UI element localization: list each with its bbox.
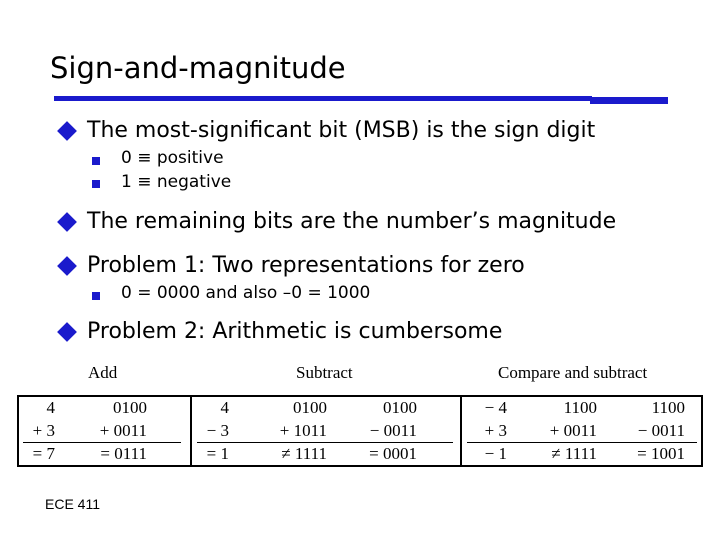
table-cell: + 3: [484, 421, 507, 440]
bullet-diamond-icon: [57, 256, 77, 276]
arithmetic-table: [17, 395, 703, 467]
sub-bullet-text: 1 ≡ negative: [121, 172, 232, 192]
bullet-text: The most-significant bit (MSB) is the sign digit: [87, 118, 596, 143]
table-cell: − 0011: [637, 421, 685, 440]
table-cell: − 1: [484, 444, 507, 463]
table-cell: = 1001: [637, 444, 685, 463]
table-cell: + 3: [32, 421, 55, 440]
title-rule: [54, 96, 592, 101]
bullet-text: Problem 1: Two representations for zero: [87, 253, 525, 278]
title-rule-end: [590, 97, 668, 104]
sub-bullet-square-icon: [92, 292, 100, 300]
bullet-diamond-icon: [57, 121, 77, 141]
bullet-diamond-icon: [57, 322, 77, 342]
table-cell: + 0011: [99, 421, 147, 440]
table-cell: 0100: [293, 398, 327, 417]
table-cell: = 7: [32, 444, 55, 463]
table-divider: [190, 397, 192, 465]
table-cell: − 0011: [369, 421, 417, 440]
table-divider: [460, 397, 462, 465]
sub-bullet-text: 0 = 0000 and also –0 = 1000: [121, 283, 371, 303]
table-header-compare-subtract: Compare and subtract: [498, 363, 648, 382]
table-cell: = 1: [206, 444, 229, 463]
table-cell: + 1011: [279, 421, 327, 440]
table-cell: 4: [46, 398, 55, 417]
table-cell: − 3: [206, 421, 229, 440]
table-cell: = 0001: [369, 444, 417, 463]
sub-bullet-text: 0 ≡ positive: [121, 148, 224, 168]
sub-bullet-square-icon: [92, 157, 100, 165]
table-cell: ≠ 1111: [281, 444, 327, 463]
bullet-diamond-icon: [57, 212, 77, 232]
table-header-add: Add: [88, 363, 118, 382]
table-cell: 0100: [383, 398, 417, 417]
table-header-subtract: Subtract: [296, 363, 353, 382]
table-cell: ≠ 1111: [551, 444, 597, 463]
sub-bullet-square-icon: [92, 180, 100, 188]
bullet-text: Problem 2: Arithmetic is cumbersome: [87, 319, 503, 344]
table-cell: = 0111: [100, 444, 147, 463]
table-cell: + 0011: [549, 421, 597, 440]
table-cell: − 4: [484, 398, 507, 417]
table-cell: 1100: [563, 398, 597, 417]
table-cell: 1100: [651, 398, 685, 417]
table-cell: 0100: [113, 398, 147, 417]
slide-title: Sign-and-magnitude: [50, 51, 346, 85]
footer-course-label: ECE 411: [45, 496, 100, 512]
bullet-text: The remaining bits are the number’s magnitude: [87, 209, 617, 234]
table-cell: 4: [220, 398, 229, 417]
